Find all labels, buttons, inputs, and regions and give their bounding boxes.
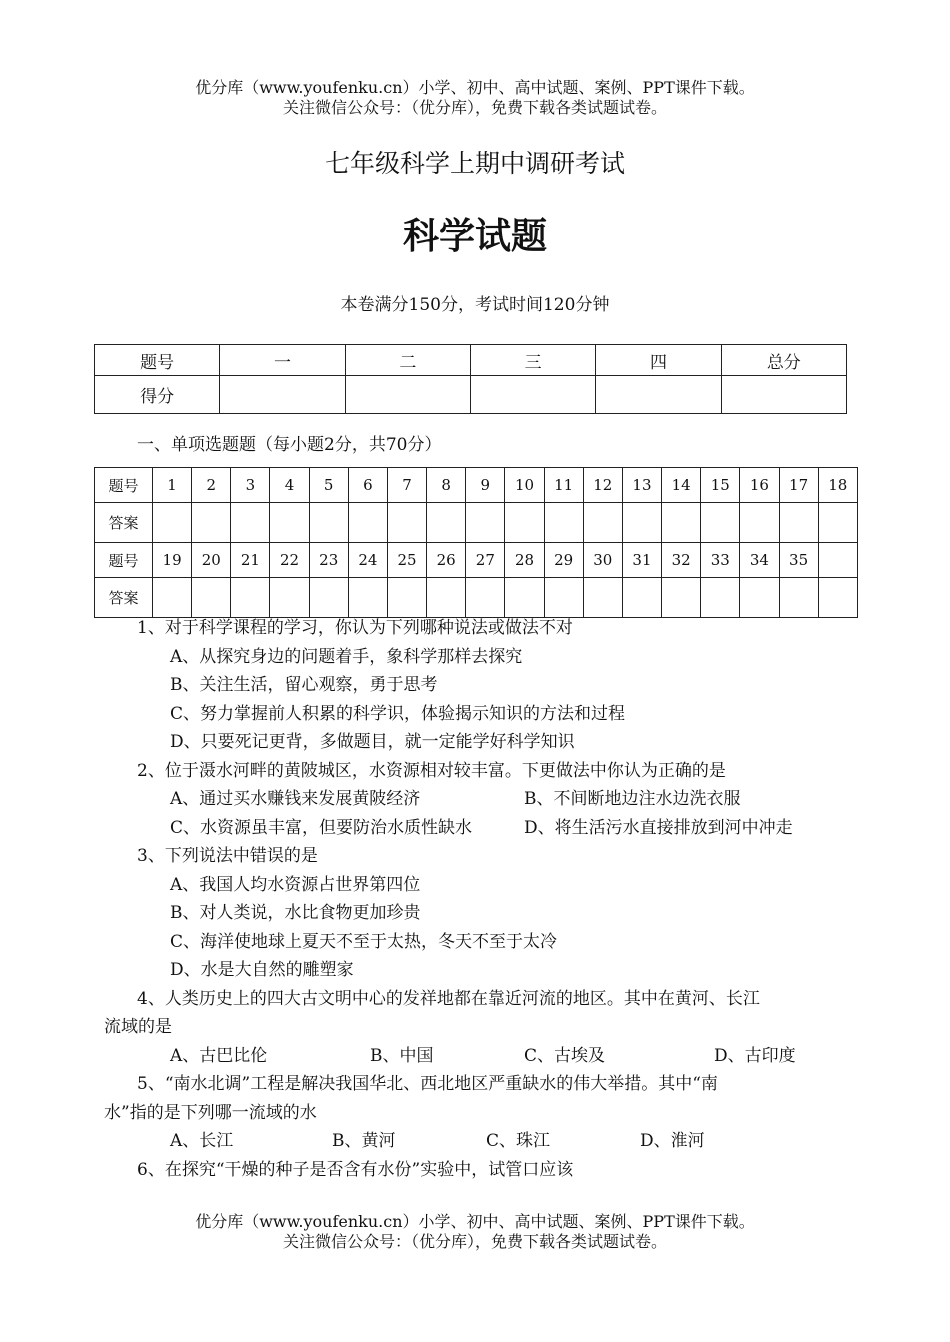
answer-cell[interactable] bbox=[192, 503, 231, 543]
question-number-cell: 19 bbox=[153, 543, 192, 578]
question-number-cell: 2 bbox=[192, 468, 231, 503]
answer-cell[interactable] bbox=[348, 578, 387, 618]
section-1-title: 一、单项选题题（每小题2分，共70分） bbox=[137, 435, 442, 455]
question-stem-cont: 水”指的是下列哪一流域的水 bbox=[104, 1102, 317, 1123]
score-header-cell: 一 bbox=[220, 345, 345, 376]
option: A、从探究身边的问题着手，象科学那样去探究 bbox=[170, 646, 523, 667]
answer-cell[interactable] bbox=[466, 503, 505, 543]
option: A、我国人均水资源占世界第四位 bbox=[170, 874, 421, 895]
option: B、中国 bbox=[370, 1045, 434, 1066]
option: B、关注生活，留心观察，勇于思考 bbox=[170, 675, 438, 695]
option: D、古印度 bbox=[714, 1045, 796, 1066]
exam-info: 本卷满分150分，考试时间120分钟 bbox=[340, 295, 610, 315]
question-number-cell: 33 bbox=[701, 543, 740, 578]
question-number-cell: 11 bbox=[544, 468, 583, 503]
score-cell[interactable] bbox=[470, 376, 595, 414]
answer-cell[interactable] bbox=[662, 503, 701, 543]
option: D、只要死记更背，多做题目，就一定能学好科学知识 bbox=[170, 732, 575, 752]
question-number-cell: 31 bbox=[622, 543, 661, 578]
questions bbox=[104, 614, 850, 1184]
question-stem: 1、对于科学课程的学习，你认为下列哪种说法或做法不对 bbox=[137, 618, 573, 638]
header-line-2: 关注微信公众号：（优分库），免费下载各类试题试卷。 bbox=[282, 98, 667, 117]
answer-cell[interactable] bbox=[505, 578, 544, 618]
question-number-cell: 5 bbox=[309, 468, 348, 503]
answer-cell[interactable] bbox=[583, 503, 622, 543]
option: C、海洋使地球上夏天不至于太热，冬天不至于太冷 bbox=[170, 931, 558, 952]
answer-cell[interactable] bbox=[153, 503, 192, 543]
answer-table bbox=[94, 467, 858, 618]
answer-cell[interactable] bbox=[231, 578, 270, 618]
question-stem: 6、在探究“干燥的种子是否含有水份”实验中，试管口应该 bbox=[137, 1159, 574, 1180]
header-line-1: 优分库（www.youfenku.cn）小学、初中、高中试题、案例、PPT课件下载。 bbox=[195, 78, 755, 97]
question-number-cell: 24 bbox=[348, 543, 387, 578]
answer-cell[interactable] bbox=[740, 503, 779, 543]
question-number-cell: 25 bbox=[387, 543, 426, 578]
footer-line-2: 关注微信公众号：（优分库），免费下载各类试题试卷。 bbox=[282, 1232, 667, 1251]
score-cell[interactable] bbox=[220, 376, 345, 414]
question-number-cell: 14 bbox=[662, 468, 701, 503]
question-number-cell: 35 bbox=[779, 543, 818, 578]
exam-title: 七年级科学上期中调研考试 bbox=[324, 149, 625, 178]
answer-cell[interactable] bbox=[309, 503, 348, 543]
question-number-cell: 34 bbox=[740, 543, 779, 578]
question-stem: 2、位于滠水河畔的黄陂城区，水资源相对较丰富。下更做法中你认为正确的是 bbox=[137, 760, 726, 781]
question-number-cell: 32 bbox=[662, 543, 701, 578]
question-number-cell: 28 bbox=[505, 543, 544, 578]
answer-cell[interactable] bbox=[270, 578, 309, 618]
question-number-cell: 1 bbox=[153, 468, 192, 503]
option: C、古埃及 bbox=[524, 1045, 606, 1066]
question-number-cell: 10 bbox=[505, 468, 544, 503]
question-number-cell: 30 bbox=[583, 543, 622, 578]
answer-cell[interactable] bbox=[583, 578, 622, 618]
subject-title: 科学试题 bbox=[402, 216, 547, 257]
answer-cell[interactable] bbox=[662, 578, 701, 618]
answer-row-label: 答案 bbox=[95, 578, 153, 618]
answer-cell[interactable] bbox=[544, 578, 583, 618]
answer-row-label: 题号 bbox=[95, 468, 153, 503]
answer-cell[interactable] bbox=[466, 578, 505, 618]
score-table bbox=[94, 344, 847, 414]
question-number-cell: 22 bbox=[270, 543, 309, 578]
option: A、古巴比伦 bbox=[170, 1045, 268, 1066]
option-row bbox=[104, 785, 850, 814]
question-number-cell: 29 bbox=[544, 543, 583, 578]
question-stem-cont: 流域的是 bbox=[104, 1017, 172, 1037]
option-row bbox=[104, 814, 850, 843]
question-number-cell: 7 bbox=[387, 468, 426, 503]
score-header-cell: 二 bbox=[345, 345, 470, 376]
answer-cell[interactable] bbox=[701, 578, 740, 618]
answer-cell[interactable] bbox=[779, 578, 818, 618]
question-number-cell: 6 bbox=[348, 468, 387, 503]
question-number-cell: 9 bbox=[466, 468, 505, 503]
option: B、不间断地边注水边洗衣服 bbox=[524, 789, 741, 809]
answer-cell[interactable] bbox=[231, 503, 270, 543]
question-number-cell: 21 bbox=[231, 543, 270, 578]
question-number-cell: 15 bbox=[701, 468, 740, 503]
question-number-cell: 3 bbox=[231, 468, 270, 503]
option: B、黄河 bbox=[332, 1131, 396, 1151]
option: A、通过买水赚钱来发展黄陂经济 bbox=[170, 789, 421, 809]
option-row bbox=[104, 1127, 850, 1156]
question-stem: 5、“南水北调”工程是解决我国华北、西北地区严重缺水的伟大举措。其中“南 bbox=[137, 1074, 718, 1094]
score-cell[interactable] bbox=[596, 376, 721, 414]
answer-cell[interactable] bbox=[309, 578, 348, 618]
question-number-cell: 27 bbox=[466, 543, 505, 578]
question-stem: 4、人类历史上的四大古文明中心的发祥地都在靠近河流的地区。其中在黄河、长江 bbox=[137, 988, 760, 1009]
question-number-cell: 17 bbox=[779, 468, 818, 503]
option: C、努力掌握前人积累的科学识，体验揭示知识的方法和过程 bbox=[170, 703, 626, 724]
option: A、长江 bbox=[170, 1131, 234, 1151]
answer-cell[interactable] bbox=[701, 503, 740, 543]
answer-cell[interactable] bbox=[740, 578, 779, 618]
answer-cell[interactable] bbox=[818, 578, 857, 618]
answer-cell[interactable] bbox=[779, 503, 818, 543]
score-row-label: 得分 bbox=[95, 376, 220, 414]
question-number-cell: 8 bbox=[427, 468, 466, 503]
answer-cell[interactable] bbox=[192, 578, 231, 618]
answer-cell[interactable] bbox=[387, 578, 426, 618]
answer-cell[interactable] bbox=[622, 578, 661, 618]
answer-cell[interactable] bbox=[427, 503, 466, 543]
answer-cell[interactable] bbox=[348, 503, 387, 543]
option: C、珠江 bbox=[486, 1131, 551, 1151]
answer-cell[interactable] bbox=[153, 578, 192, 618]
question-number-cell: 12 bbox=[583, 468, 622, 503]
answer-cell[interactable] bbox=[622, 503, 661, 543]
answer-cell[interactable] bbox=[270, 503, 309, 543]
answer-cell[interactable] bbox=[505, 503, 544, 543]
score-header-cell: 题号 bbox=[95, 345, 220, 376]
score-cell[interactable] bbox=[345, 376, 470, 414]
option: D、将生活污水直接排放到河中冲走 bbox=[524, 817, 793, 838]
question-stem: 3、下列说法中错误的是 bbox=[137, 846, 318, 866]
question-number-cell: 13 bbox=[622, 468, 661, 503]
answer-row-label: 答案 bbox=[95, 503, 153, 543]
answer-cell[interactable] bbox=[818, 503, 857, 543]
option: D、淮河 bbox=[640, 1131, 705, 1151]
option: C、水资源虽丰富，但要防治水质性缺水 bbox=[170, 817, 473, 838]
option: B、对人类说，水比食物更加珍贵 bbox=[170, 903, 421, 923]
question-number-cell: 4 bbox=[270, 468, 309, 503]
answer-cell[interactable] bbox=[427, 578, 466, 618]
score-cell[interactable] bbox=[721, 376, 846, 414]
footer-line-1: 优分库（www.youfenku.cn）小学、初中、高中试题、案例、PPT课件下载。 bbox=[195, 1212, 755, 1231]
answer-cell[interactable] bbox=[387, 503, 426, 543]
option: D、水是大自然的雕塑家 bbox=[170, 960, 354, 980]
question-number-cell: 26 bbox=[427, 543, 466, 578]
score-header-cell: 四 bbox=[596, 345, 721, 376]
question-number-cell: 20 bbox=[192, 543, 231, 578]
answer-cell[interactable] bbox=[544, 503, 583, 543]
question-number-cell: 16 bbox=[740, 468, 779, 503]
question-number-cell: 18 bbox=[818, 468, 857, 503]
question-number-cell: 23 bbox=[309, 543, 348, 578]
option-row bbox=[104, 1042, 850, 1071]
score-header-cell: 总分 bbox=[721, 345, 846, 376]
score-header-cell: 三 bbox=[470, 345, 595, 376]
question-number-cell bbox=[818, 543, 857, 578]
answer-row-label: 题号 bbox=[95, 543, 153, 578]
